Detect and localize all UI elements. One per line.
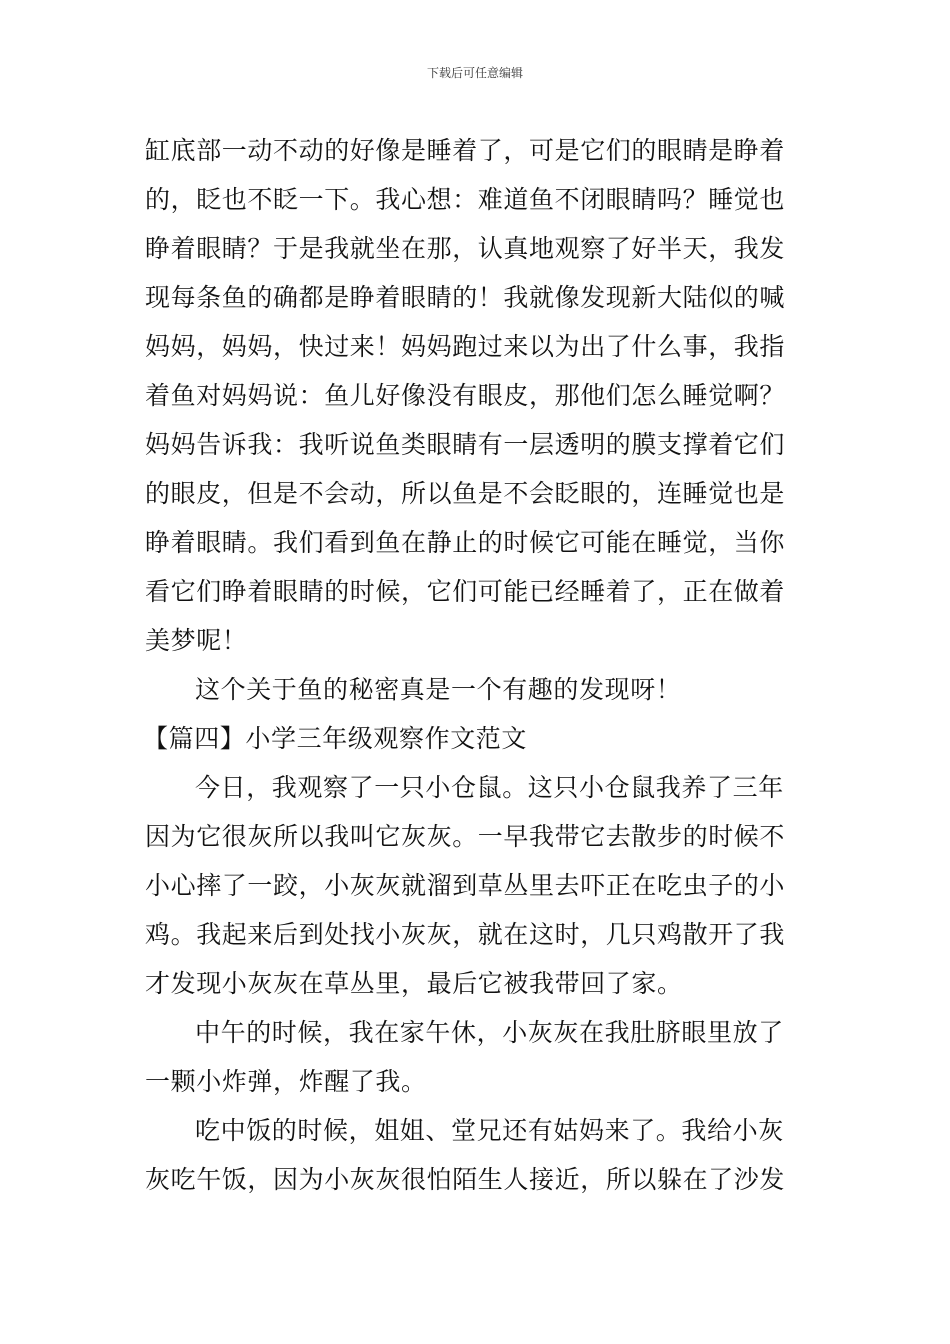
paragraph-line: 吃中饭的时候，姐姐、堂兄还有姑妈来了。我给小灰 [195, 1116, 784, 1145]
paragraph-line: 今日，我观察了一只小仓鼠。这只小仓鼠我养了三年 [195, 773, 784, 802]
text-line: 着鱼对妈妈说：鱼儿好像没有眼皮，那他们怎么睡觉啊？ [145, 381, 786, 410]
text-line: 小心摔了一跤，小灰灰就溜到草丛里去吓正在吃虫子的小 [145, 871, 786, 900]
text-line: 的，眨也不眨一下。我心想：难道鱼不闭眼睛吗？睡觉也 [145, 185, 786, 214]
text-line: 妈妈，妈妈，快过来！妈妈跑过来以为出了什么事，我指 [145, 332, 786, 361]
text-line: 现每条鱼的确都是睁着眼睛的！我就像发现新大陆似的喊 [145, 283, 786, 312]
text-line: 才发现小灰灰在草丛里，最后它被我带回了家。 [145, 969, 683, 998]
text-line: 灰吃午饭，因为小灰灰很怕陌生人接近，所以躲在了沙发 [145, 1165, 786, 1194]
text-line: 睁着眼睛。我们看到鱼在静止的时候它可能在睡觉，当你 [145, 528, 786, 557]
text-line: 因为它很灰所以我叫它灰灰。一早我带它去散步的时候不 [145, 822, 786, 851]
text-line: 一颗小炸弹，炸醒了我。 [145, 1067, 427, 1096]
text-line: 缸底部一动不动的好像是睡着了，可是它们的眼睛是睁着 [145, 136, 786, 165]
document-body [145, 126, 810, 1204]
text-line: 妈妈告诉我：我听说鱼类眼睛有一层透明的膜支撑着它们 [145, 430, 786, 459]
text-line: 鸡。我起来后到处找小灰灰，就在这时，几只鸡散开了我 [145, 920, 786, 949]
text-line: 美梦呢！ [145, 626, 248, 655]
section-title: 【篇四】小学三年级观察作文范文 [143, 724, 528, 753]
text-line: 的眼皮，但是不会动，所以鱼是不会眨眼的，连睡觉也是 [145, 479, 786, 508]
page-header-note: 下载后可任意编辑 [426, 66, 523, 80]
paragraph-line: 中午的时候，我在家午休，小灰灰在我肚脐眼里放了 [195, 1018, 784, 1047]
text-line: 看它们睁着眼睛的时候，它们可能已经睡着了，正在做着 [145, 577, 786, 606]
paragraph-line: 这个关于鱼的秘密真是一个有趣的发现呀！ [195, 675, 682, 704]
text-line: 睁着眼睛？于是我就坐在那，认真地观察了好半天，我发 [145, 234, 786, 263]
